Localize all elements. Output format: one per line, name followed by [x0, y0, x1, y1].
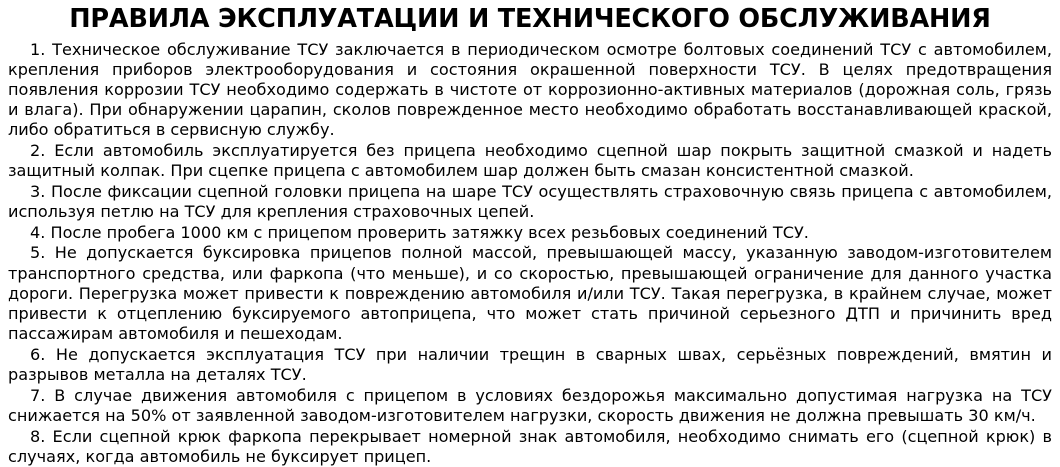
list-item — [8, 386, 1052, 426]
list-item — [8, 141, 1052, 181]
clause-text: Не допускается эксплуатация ТСУ при наличии трещин в сварных швах, серьёзных повреждений, вмятин и разрывов металла на деталях ТСУ. — [8, 344, 1052, 385]
clause-number: 6. — [30, 344, 46, 364]
clause-text: Если сцепной крюк фаркопа перекрывает номерной знак автомобиля, необходимо снимать его (сцепной крюк) в случаях, когда автомобиль не буксирует прицеп. — [8, 426, 1052, 466]
list-item — [8, 345, 1052, 385]
clause-text: Не допускается буксировка прицепов полной массой, превышающей массу, указанную заводом-изготовителем транспортного средства, или фаркопа (что меньше), и со скоростью, превышающей ограничение для данного участка дороги. Перегрузка может привести к повреждению автомобиля и/или ТСУ. Такая перегрузка, в крайнем случае, может привести к отцеплению буксируемого автоприцепа, что может стать причиной серьезного ДТП и причинить вред пассажирам автомобиля и пешеходам. — [8, 243, 1052, 344]
clause-text: После фиксации сцепной головки прицепа на шаре ТСУ осуществлять страховочную связь прицепа с автомобилем, используя петлю на ТСУ для крепления страховочных цепей. — [8, 181, 1052, 222]
clause-text: Техническое обслуживание ТСУ заключается в периодическом осмотре болтовых соединений ТСУ с автомобилем, крепления приборов электрооборудования и состояния окрашенной поверхности ТСУ. В целях предотвращения появления коррозии ТСУ необходимо содержать в чистоте от коррозионно-активных материалов (дорожная соль, грязь и влага). При обнаружении царапин, сколов поврежденное место необходимо обработать восстанавливающей краской, либо обратиться в сервисную службу. — [8, 39, 1052, 140]
clause-number: 2. — [30, 140, 46, 160]
clause-text: Если автомобиль эксплуатируется без прицепа необходимо сцепной шар покрыть защитной смазкой и надеть защитный колпак. При сцепке прицепа с автомобилем шар должен быть смазан консистентной смазкой. — [8, 140, 1052, 181]
list-item — [8, 40, 1052, 141]
clause-number: 1. — [30, 39, 46, 59]
clause-text: После пробега 1000 км с прицепом проверить затяжку всех резьбовых соединений ТСУ. — [50, 222, 809, 242]
clause-number: 5. — [30, 243, 46, 263]
clause-number: 7. — [30, 385, 46, 405]
clause-number: 4. — [30, 222, 46, 242]
clause-number: 8. — [30, 426, 46, 446]
list-item — [8, 427, 1052, 467]
clause-list — [8, 40, 1052, 467]
list-item — [8, 243, 1052, 344]
list-item — [8, 182, 1052, 222]
list-item — [8, 223, 1052, 243]
clause-text: В случае движения автомобиля с прицепом в условиях бездорожья максимально допустимая нагрузка на ТСУ снижается на 50% от заявленной заводом-изготовителем нагрузки, скорость движения не должна превышать 30 км/ч. — [8, 385, 1052, 425]
page-title: ПРАВИЛА ЭКСПЛУАТАЦИИ И ТЕХНИЧЕСКОГО ОБСЛУЖИВАНИЯ — [69, 4, 991, 34]
clause-number: 3. — [30, 181, 46, 201]
